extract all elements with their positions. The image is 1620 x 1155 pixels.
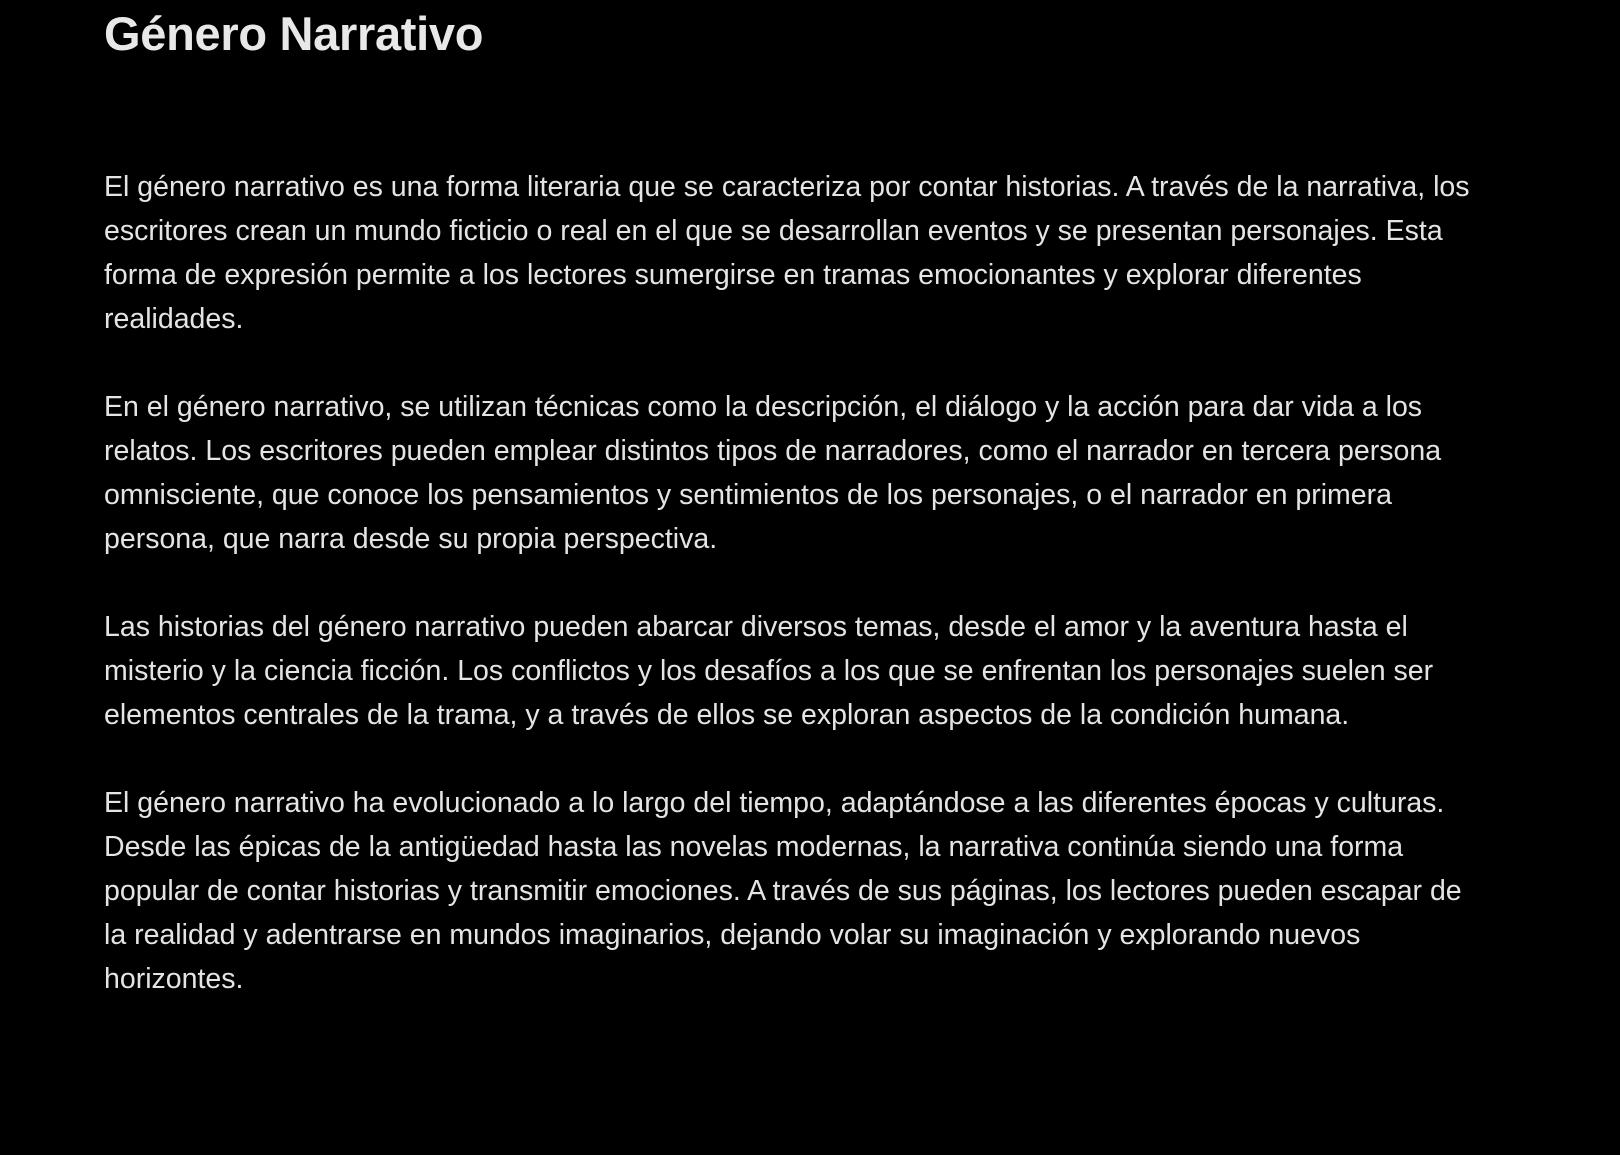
document-body [104, 165, 1484, 1001]
paragraph-4: El género narrativo ha evolucionado a lo largo del tiempo, adaptándose a las diferentes épocas y culturas. Desde las épicas de la antigüedad hasta las novelas modernas, la narrativa continúa siendo una forma popular de contar historias y transmitir emociones. A través de sus páginas, los lectores pueden escapar de la realidad y adentrarse en mundos imaginarios, dejando volar su imaginación y explorando nuevos horizontes. [104, 787, 1462, 995]
page-title: Género Narrativo [104, 7, 484, 60]
paragraph-2: En el género narrativo, se utilizan técnicas como la descripción, el diálogo y la acción para dar vida a los relatos. Los escritores pueden emplear distintos tipos de narradores, como el narrador en tercera persona omnisciente, que conoce los pensamientos y sentimientos de los personajes, o el narrador en primera persona, que narra desde su propia perspectiva. [104, 391, 1442, 555]
document-page [104, 0, 1484, 1045]
paragraph-1: El género narrativo es una forma literaria que se caracteriza por contar historias. A través de la narrativa, los escritores crean un mundo ficticio o real en el que se desarrollan eventos y se presentan personajes. Esta forma de expresión permite a los lectores sumergirse en tramas emocionantes y explorar diferentes realidades. [104, 171, 1470, 335]
paragraph-3: Las historias del género narrativo pueden abarcar diversos temas, desde el amor y la aventura hasta el misterio y la ciencia ficción. Los conflictos y los desafíos a los que se enfrentan los personajes suelen ser elementos centrales de la trama, y a través de ellos se exploran aspectos de la condición humana. [104, 611, 1434, 731]
